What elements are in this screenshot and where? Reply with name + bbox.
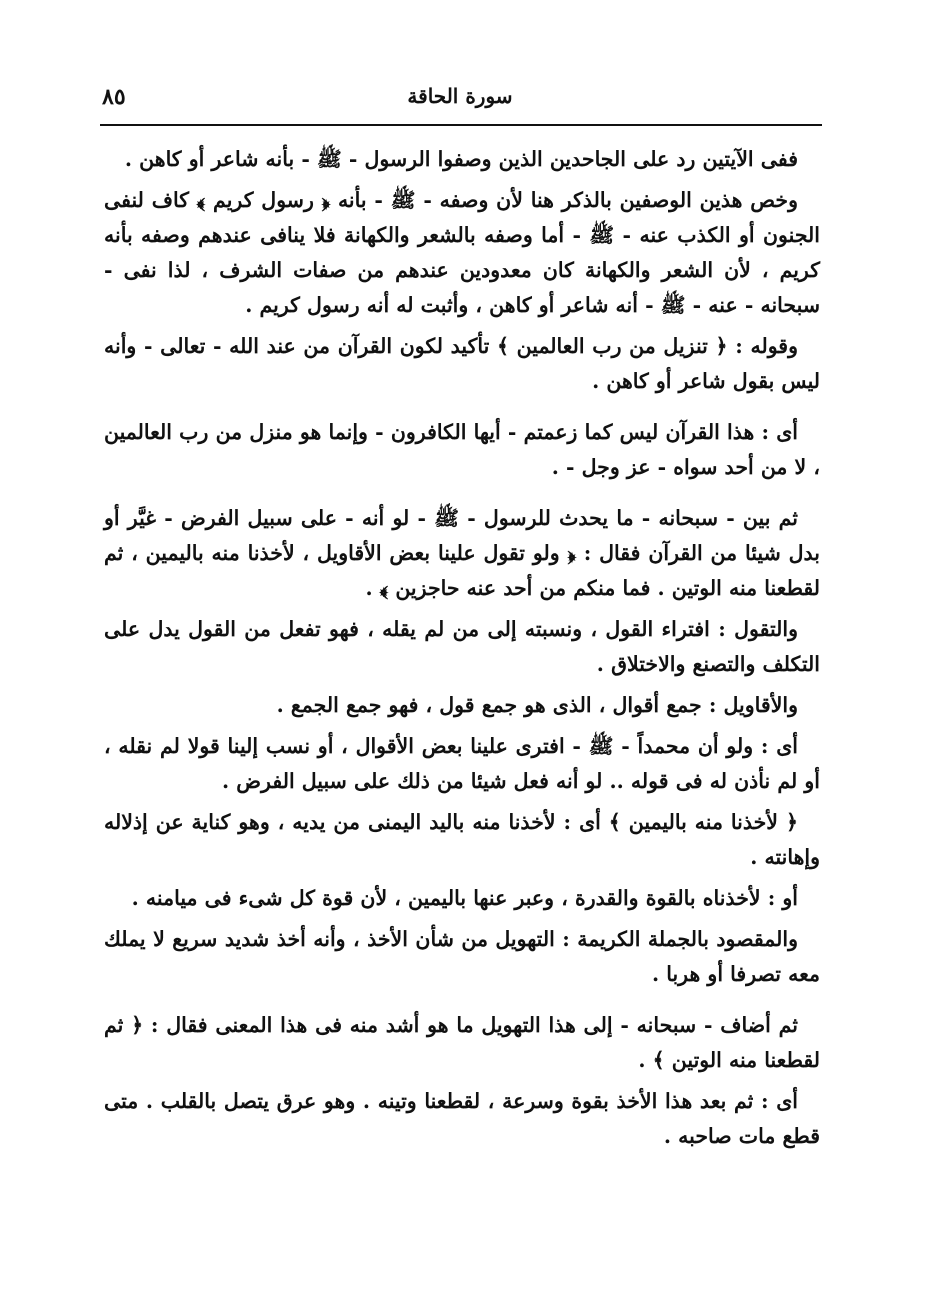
paragraph: ثم أضاف - سبحانه - إلى هذا التهويل ما هو أشد منه فى هذا المعنى فقال : ﴿ ثم لقطعنا منه الوتين ﴾ . [104,1013,820,1072]
paragraph: والأقاويل : جمع أقوال ، الذى هو جمع قول ، فهو جمع الجمع . [276,693,798,717]
paragraph: والمقصود بالجملة الكريمة : التهويل من شأن الأخذ ، وأنه أخذ شديد سريع لا يملك معه تصرفا أو هربا . [104,927,820,986]
page-number: ٨٥ [102,84,126,110]
paragraph: أو : لأخذناه بالقوة والقدرة ، وعبر عنها باليمين ، لأن قوة كل شىء فى ميامنه . [131,886,798,910]
header-rule [100,124,822,126]
paragraph: ففى الآيتين رد على الجاحدين الذين وصفوا الرسول - ﷺ - بأنه شاعر أو كاهن . [124,147,798,171]
surah-title: سورة الحاقة [407,84,513,108]
page-body [104,142,820,1160]
paragraph: والتقول : افتراء القول ، ونسبته إلى من لم يقله ، فهو تفعل من القول يدل على التكلف والتصنع والاختلاق . [104,617,820,676]
paragraph: ﴿ لأخذنا منه باليمين ﴾ أى : لأخذنا منه باليد اليمنى من يديه ، وهو كناية عن إذلاله وإهانته . [104,810,820,869]
page-header [100,84,820,120]
paragraph: أى : ولو أن محمداً - ﷺ - افترى علينا بعض الأقوال ، أو نسب إلينا قولا لم نقله ، أو لم نأذن له فى قوله .. لو أنه فعل شيئا من ذلك على سبيل الفرض . [104,734,820,793]
paragraph: ثم بين - سبحانه - ما يحدث للرسول - ﷺ - لو أنه - على سبيل الفرض - غيَّر أو بدل شيئا من القرآن فقال : ﴿ ولو تقول علينا بعض الأقاويل ، لأخذنا منه باليمين ، ثم لقطعنا منه الوتين . فما منكم من أحد عنه حاجزين ﴾ . [104,506,820,600]
paragraph: أى : ثم بعد هذا الأخذ بقوة وسرعة ، لقطعنا وتينه . وهو عرق يتصل بالقلب . متى قطع مات صاحبه . [104,1089,820,1148]
paragraph: أى : هذا القرآن ليس كما زعمتم - أيها الكافرون - وإنما هو منزل من رب العالمين ، لا من أحد سواه - عز وجل - . [104,420,820,479]
paragraph: وقوله : ﴿ تنزيل من رب العالمين ﴾ تأكيد لكون القرآن من عند الله - تعالى - وأنه ليس بقول شاعر أو كاهن . [104,334,820,393]
paragraph: وخص هذين الوصفين بالذكر هنا لأن وصفه - ﷺ - بأنه ﴿ رسول كريم ﴾ كاف لنفى الجنون أو الكذب عنه - ﷺ - أما وصفه بالشعر والكهانة فلا ينافى عندهم وصفه بأنه كريم ، لأن الشعر والكهانة كان معدودين عندهم من صفات الشرف ، لذا نفى - سبحانه - عنه - ﷺ - أنه شاعر أو كاهن ، وأثبت له أنه رسول كريم . [104,188,820,317]
